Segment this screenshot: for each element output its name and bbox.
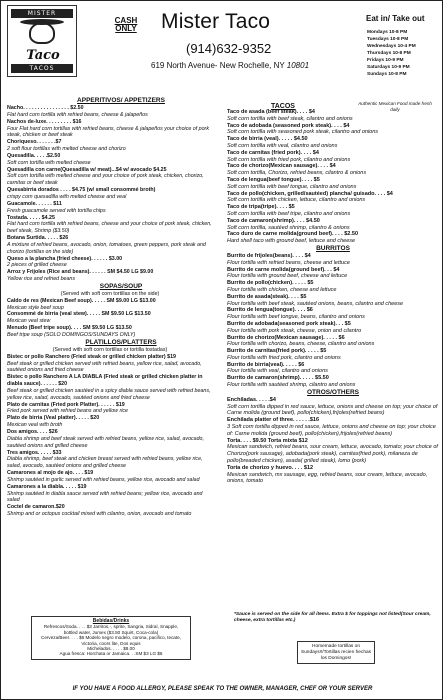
- address: [151, 61, 309, 70]
- menu-item-description: Mexican veal with broth: [7, 422, 63, 429]
- menu-item: [7, 354, 213, 375]
- menu-item-name: Camarones a la diabla. . . . . $19: [7, 483, 87, 490]
- hours-line: Tuesdays 10-8 PM: [367, 37, 409, 42]
- menu-item: [227, 177, 439, 191]
- hours-line: Saturdays 10-9 PM: [367, 65, 410, 70]
- menu-item-description: 2 pieces of grilled cheese: [7, 262, 67, 269]
- menu-item-name: Botana Surtida. . . . . $26: [7, 235, 69, 242]
- menu-item-name: Burrito de birria(veal). . . . . $6: [227, 361, 305, 368]
- menu-item: [227, 231, 439, 245]
- menu-item-description: Soft corn tortilla, sautéed shrimp, cilantro & onions: [227, 224, 350, 231]
- menu-item-name: Plato de birria (Veal platter). . . . . $20: [7, 415, 100, 422]
- hours-list: [367, 29, 416, 78]
- menu-item: [227, 150, 439, 164]
- menu-item: [7, 105, 213, 119]
- soups-list: [7, 298, 213, 339]
- drinks-line: Refrescos/Soda. . . . $3 Jarritos,-, sprite, Sangria, Sidral, Snapple,: [43, 624, 179, 630]
- menu-item-description: A mixture of refried beans, avocado, onion, tomatoes, green peppers, pork steak and chorizo (tortillas on the side): [7, 241, 206, 255]
- menu-item-description: Hard shell taco with ground beef, lettuce and cheese: [227, 238, 356, 245]
- menu-item-name: Consommé de birria (veal stew). . . . . SM $9.50 LG $13.50: [7, 311, 151, 318]
- menu-item-name: Burrito de lengua(tongue). . . . $6: [227, 307, 313, 314]
- menu-item-name: Bistec or pollo Ranchero (Fried steak or grilled chicken platter) $19: [7, 353, 176, 360]
- menu-item-name: Arroz y Frijoles (Rice and beans). . . . . . SM $4.50 LG $9.00: [7, 269, 154, 276]
- menu-item-name: Quesadilla. . . . .$2.50: [7, 152, 61, 159]
- drinks-line: bottled water, Jumex ($3.50 Squirt, Coca-cola): [63, 629, 159, 635]
- menu-item: [227, 375, 439, 389]
- menu-item: [227, 163, 439, 177]
- platters-heading: PLATILLOS/PLATTERS: [85, 338, 157, 346]
- menu-item-name: Taco duro de carne molida(ground beef). . . . $2.50: [227, 231, 359, 238]
- platters-note-text: (Served with soft corn tortillas or tortilla tostadas): [52, 346, 168, 353]
- menu-item-name: Burrito de adobada(seasoned pork steak). . . $5: [227, 320, 351, 327]
- menu-item-description: Diabla shrimp and beef steak served with refried beans, yellow rice, salad, avocado, sautéed onions and grilled cheese: [7, 435, 204, 449]
- menu-item-name: Taco de carnitas (fried pork). . . . $4: [227, 149, 319, 156]
- menu-item-description: Flat hard corn tortilla with refried beans, cheese and your choice of pork steak, chicken, beef steak, Shrimp ($3.50): [7, 221, 212, 235]
- cash-only-label: CASH ONLY: [114, 16, 138, 33]
- face-icon: [29, 22, 55, 44]
- drinks-box: [31, 616, 191, 660]
- menu-item: [7, 201, 213, 215]
- menu-item-description: 3 Soft corn tortilla dipped in red sauce, lettuce, onions and cheese on top; your choice of: Carne molida (ground beef), pollo(chicken),frijoles(refried beans): [227, 424, 436, 437]
- menu-item-name: Taco de camaron(shrimp). . . . $4.50: [227, 217, 320, 224]
- menu-item-description: Soft corn tortilla with beef tripe, cilantro and onions: [227, 210, 351, 217]
- menu-item-description: Flour tortilla with beef steak, sautéed onions, beans, cilantro and cheese: [227, 300, 404, 307]
- menu-item-description: Soft corn tortilla with beef tongue, cilantro and onions: [227, 183, 357, 190]
- menu-item-description: Soft corn tortilla, Chorizo, refried beans, cilantro & onions: [227, 170, 367, 177]
- drinks-heading: Bebidas/Drinks: [92, 618, 130, 624]
- menu-item-name: Nachos de-luxe. . . . . . . . . $16: [7, 118, 82, 125]
- menu-item: [227, 253, 439, 267]
- menu-item: [7, 504, 213, 518]
- menu-item: [227, 335, 439, 349]
- menu-item-description: Flour tortilla with fried pork, cilantro and onions: [227, 354, 341, 361]
- burritos-list: [227, 253, 439, 389]
- menu-item: [7, 470, 213, 484]
- menu-item: [7, 311, 213, 325]
- menu-item-description: Flour tortilla with refried beans, cheese and lettuce: [227, 259, 350, 266]
- menu-item: [7, 269, 213, 283]
- menu-item-description: Mexican veal stew: [7, 318, 51, 325]
- menu-item-description: Flour tortilla with pork steak, cheese, onion and cilantro: [227, 327, 362, 334]
- otros-list: [227, 397, 439, 485]
- menu-item-name: Torta de chorizo y huevo. . . . $12: [227, 464, 314, 471]
- menu-item-name: Burrito de carnitas(fried pork). . . . . $5: [227, 348, 327, 355]
- hours-line: Wednesdays 10-4 PM: [367, 44, 416, 49]
- menu-item-description: Flour tortilla with chicken, cheese and lettuce: [227, 286, 337, 293]
- menu-item-description: Flour tortilla with veal, cilantro and onions: [227, 368, 328, 375]
- menu-item: [7, 298, 213, 312]
- menu-item: [227, 348, 439, 362]
- menu-item-description: Flour tortilla with beef tongue, beans, cilantro and onions: [227, 314, 365, 321]
- menu-item: [227, 136, 439, 150]
- menu-item: [227, 218, 439, 232]
- menu-item: [227, 109, 439, 123]
- menu-item-name: Caldo de res (Mexican Beef soup). . . . . SM $9.00 LG $13.00: [7, 297, 156, 304]
- menu-item: [7, 429, 213, 450]
- menu-item: [7, 235, 213, 256]
- menu-item: [227, 397, 439, 417]
- menu-item: [7, 139, 213, 153]
- menu-item-description: Flour tortilla with ground beef, cheese and lettuce: [227, 273, 348, 280]
- menu-item-name: Quesabirria dorados . . . . $4.75 (w/ small consommé broth): [7, 187, 156, 194]
- phone-number: (914)632-9352: [186, 41, 272, 56]
- menu-item-description: crispy corn quesadilla with melted cheese and veal: [7, 193, 127, 200]
- menu-item-name: Taco de tripa(tripe). . . . $5: [227, 204, 295, 211]
- menu-item-description: Soft corn tortilla with veal, cilantro and onions: [227, 142, 338, 149]
- homemade-tortillas-box: Homemade tortillas on Sundays!!/Tortillas recien hechas los Domingos!: [297, 641, 375, 664]
- menu-item-description: Soft corn tortilla with chicken, lettuce, cilantro and onions: [227, 197, 366, 204]
- menu-item-name: Taco de asada (beef steak). . . . $4: [227, 109, 315, 115]
- soups-note-text: (Served with soft corn tortillas on the side): [60, 290, 160, 297]
- address-main: 619 North Avenue- New Rochelle, NY: [151, 61, 287, 70]
- right-column: [227, 109, 439, 485]
- menu-item-name: Taco de pollo(chicken, grilled/sautéed) plancha/ guisado. . . . $4: [227, 190, 393, 197]
- menu-item: [7, 484, 213, 505]
- menu-item: [227, 294, 439, 308]
- menu-item-name: Burrito de carne molida(ground beef). . . $4: [227, 266, 340, 273]
- logo-word: Taco: [26, 48, 60, 63]
- menu-item-description: Beef steak or grilled chicken served with refried beans, yellow rice, salad, avocado, sautéed onions and fried cheese: [7, 360, 202, 374]
- eat-in-label: Eat in/ Take out: [366, 14, 425, 23]
- menu-item: [227, 267, 439, 281]
- menu-item-description: Flour tortilla with sautéed shrimp, cilantro and onions: [227, 382, 356, 389]
- menu-item-description: Soft corn tortilla with seasoned pork steak, cilantro and onions: [227, 129, 379, 136]
- menu-item-description: Mexican sandwich, mx sausage, egg, refried beans, sour cream, lettuce, avocado, onions, tomato: [227, 471, 428, 485]
- drinks-line: Agua fresca: Horchata or Jamaica. . .SM $3 LG $6: [59, 651, 163, 657]
- allergy-footer: IF YOU HAVE A FOOD ALLERGY, PLEASE SPEAK TO THE OWNER, MANAGER, CHEF OR YOUR SERVER: [72, 686, 373, 692]
- menu-item-name: Burrito de pollo(chicken). . . . . $5: [227, 280, 314, 287]
- menu-item-name: Tostada. . . . . $4.25: [7, 214, 55, 221]
- menu-item-description: 2 soft flour tortillas with melted cheese and chorizo: [7, 146, 126, 153]
- drinks-line: Victoria, coors lite, Dos equis: [81, 640, 141, 646]
- menu-item-name: Enchiladas. . . . .$4: [227, 396, 276, 403]
- menu-item-name: Taco de lengua(beef tongue). . . . $5: [227, 176, 320, 183]
- menu-item-description: Beef steak or grilled chicken sautéed in a spicy diabla sauce served with refried beans, yellow rice, salad, avocado, sautéed onions and fried cheese: [7, 387, 211, 401]
- menu-item-description: Fried pork served with refried beans and yellow rice: [7, 408, 129, 415]
- menu-item-description: Fresh guacamole served with tortilla chips: [7, 207, 106, 214]
- hours-line: Fridays 10-9 PM: [367, 58, 404, 63]
- menu-item-name: Torta. . . . $9.50 Torta mixta $12: [227, 437, 308, 444]
- authentic-tagline: Authentic Mexican Food made fresh daily: [358, 101, 432, 112]
- menu-item-name: Burrito de chorizo(Mexican sausage). . . . . $6: [227, 334, 345, 341]
- hours-line: Sundays 10-8 PM: [367, 72, 407, 77]
- tacos-heading: TACOS: [271, 103, 295, 110]
- appetizers-list: [7, 105, 213, 283]
- menu-item: [227, 321, 439, 335]
- sauce-note: *Sauce is served on the side for all items. Extra $ for toppings not listed(Sour cream, cheese, extra tortillas etc.): [234, 612, 431, 623]
- menu-item-description: Beef tripe soup (SOLO DOMINGOS/SUNDAYS ONLY): [7, 332, 136, 338]
- menu-item-name: Taco de chorizo(Mexican sausage). . . . $4: [227, 163, 336, 170]
- menu-item-name: Plato de carnitas (Fried pork Platter). . . . . . $19: [7, 401, 125, 408]
- menu-item-description: Soft corn tortilla with melted cheese and your choice of pork steak, chicken, chorizo, carnitas or beef steak: [7, 173, 204, 187]
- menu-item: [7, 450, 213, 471]
- menu-item-name: Dos amigos. . . . $26: [7, 428, 58, 435]
- menu-item-name: Taco de birria (veal). . . . . $4.50: [227, 136, 308, 143]
- soups-heading: SOPAS/SOUP: [99, 282, 143, 290]
- menu-item: [7, 153, 213, 167]
- menu-item: [7, 374, 213, 401]
- left-column: [7, 97, 213, 518]
- menu-item: [227, 362, 439, 376]
- menu-item-name: Nacho. . . . . . . . . . . . . . . . $2.50: [7, 105, 84, 111]
- menu-item-name: Taco de adobada (seasoned pork steak). . . . $4: [227, 122, 350, 129]
- hours-line: Mondays 10-8 PM: [367, 30, 408, 35]
- menu-item-description: Soft corn tortilla with beef steak, cilantro and onions: [227, 115, 353, 122]
- menu-item: [7, 215, 213, 236]
- menu-item-description: Flat hard corn tortilla with refried beans, cheese & jalapeños: [7, 111, 148, 118]
- menu-item-description: Soft corn tortilla dipped in red sauce, lettuce, onions and cheese on top; your choice of Carne molida (ground beef), pollo(chicken),frijoles(refried beans): [227, 403, 438, 417]
- otros-heading: OTROS/OTHERS: [306, 388, 359, 396]
- menu-item-name: Queso a la plancha (fried cheese). . . . . . $3.00: [7, 255, 123, 262]
- menu-item: [227, 307, 439, 321]
- menu-item: [227, 417, 439, 437]
- menu-item-description: Soft corn tortilla with fried pork, cilantro and onions: [227, 156, 351, 163]
- menu-item-name: Burrito de asada(steak). . . . $5: [227, 293, 307, 300]
- menu-item-description: Four Flat hard corn tortillas with refried beans, cheese & jalapeños your choice of pork steak, chicken or beef steak: [7, 125, 209, 139]
- appetizers-heading: APPERITIVOS/ APPETIZERS: [77, 97, 165, 104]
- menu-item-description: Flour tortilla with chorizo, beans, cheese, cilantro and onions: [227, 341, 375, 348]
- menu-item: [7, 256, 213, 270]
- menu-item-name: Bistec o pollo Ranchero A LA DIABLA (Fried steak or grilled chicken platter in diabla sauce). . . . . . $20: [7, 374, 203, 388]
- menu-item-description: Yellow rice and refried beans: [7, 276, 76, 283]
- menu-item: [227, 465, 439, 485]
- drinks-line: Cerveza/Beer. . . . $6 Modelo negro modelo, corona, pacifico, tecate,: [41, 635, 181, 641]
- menu-item: [227, 204, 439, 218]
- menu-item: [227, 123, 439, 137]
- drinks-line: Michelados. . . . . $8.00: [87, 646, 135, 652]
- menu-item: [7, 325, 213, 339]
- address-zip: 10801: [286, 61, 310, 70]
- menu-item-name: Tres amigos. . . . . $33: [7, 449, 62, 456]
- menu-item: [227, 280, 439, 294]
- menu-item-description: Soft corn tortilla with melted cheese: [7, 159, 91, 166]
- platters-list: [7, 354, 213, 518]
- menu-item-description: Shrimp and or octopus cocktail mixed with cilantro, onion, avocado and tomato: [7, 511, 192, 518]
- menu-item-description: Mexican sandwich, refried beans, sour cream, lettuce, avocado, tomato; your choice of Chorizo(pork sausage), adobada(pork steak), carnitas(fried pork), milaneza de pollo(breaded chicken), asada( grilled steak), lomo (pork): [227, 444, 438, 465]
- menu-item-name: Burrito de camaron(shrimp). . . . . $5.50: [227, 375, 329, 382]
- menu-item-name: Camarones al mojo de ajo. . . . $19: [7, 470, 94, 477]
- soups-note: [7, 291, 213, 298]
- hours-line: Thursdays 10-8 PM: [367, 51, 411, 56]
- menu-item-description: Mexican style beef soup: [7, 304, 64, 311]
- menu-item: [7, 187, 213, 201]
- platters-note: [7, 347, 213, 354]
- menu-item-description: Shrimp sautéed in garlic served with refried beans, yellow rice, avocado and salad: [7, 476, 200, 483]
- menu-item-name: Enchilada platter of three. . . . . .$16: [227, 417, 319, 424]
- burritos-heading: BURRITOS: [316, 244, 350, 252]
- menu-item-name: Quesadilla con carne(Quesadilla w/ meat)...$4 w/ avocado $4.25: [7, 166, 167, 173]
- menu-item: [7, 402, 213, 416]
- logo-band-bottom: TACOS: [11, 64, 73, 73]
- logo: [7, 5, 77, 77]
- menu-item-name: Menudo (Beef tripe soup). . . . SM $9.50 LG $13.50: [7, 325, 132, 332]
- menu-item-name: Guacamole. . . . . . $11: [7, 200, 62, 207]
- menu-item-description: Shrimp sautéed in diabla sauce served with refried beans; yellow rice, avocado and salad: [7, 490, 203, 504]
- menu-item: [7, 167, 213, 188]
- restaurant-title: Mister Taco: [161, 10, 271, 33]
- menu-item-description: Diabla shrimp, beef steak and chicken breast served with refried beans, yellow rice, salad, avocado, sautéed onions and grilled cheese: [7, 456, 203, 470]
- menu-item: [7, 415, 213, 429]
- menu-item: [7, 119, 213, 140]
- menu-item-name: Coctel de camaron.$20: [7, 504, 65, 511]
- menu-item-name: Choriqueso. . . . . . .$7: [7, 139, 62, 146]
- tacos-list: [227, 109, 439, 245]
- menu-item-name: Burrito de frijoles(beans). . . . $4: [227, 252, 311, 259]
- menu-item: [227, 191, 439, 205]
- logo-band-top: MISTER: [11, 9, 73, 18]
- menu-item: [227, 438, 439, 465]
